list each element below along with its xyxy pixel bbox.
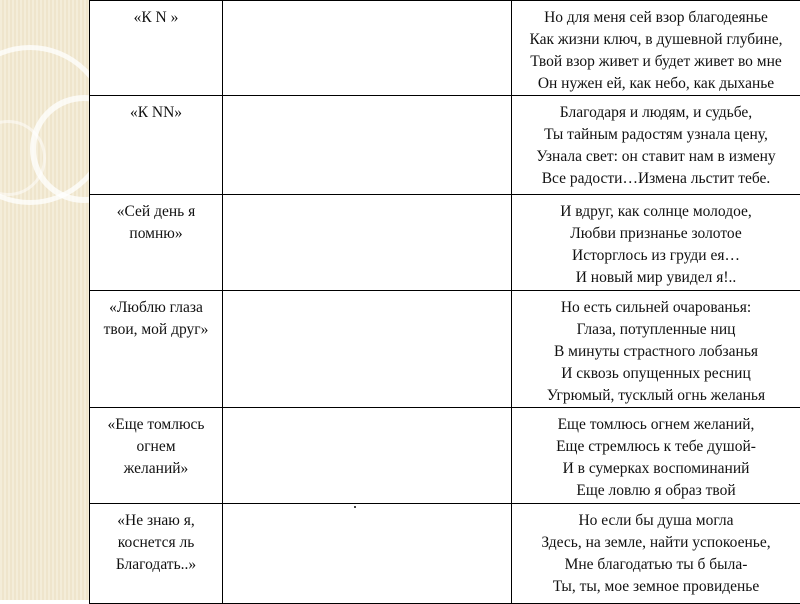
poem-line: Еще томлюсь огнем желаний, xyxy=(516,414,796,436)
poem-title-line: помню» xyxy=(94,223,218,245)
poem-title-cell xyxy=(90,195,223,291)
blank-cell xyxy=(223,195,512,291)
poem-title-line: «Не знаю я, xyxy=(94,510,218,532)
poem-line: Но есть сильней очарованья: xyxy=(516,297,796,319)
poem-line: Как жизни ключ, в душевной глубине, xyxy=(516,29,796,51)
poem-line: Любви признанье золотое xyxy=(516,223,796,245)
poem-text-cell xyxy=(512,408,800,504)
stray-mark xyxy=(354,506,356,508)
poem-line: Узнала свет: он ставит нам в измену xyxy=(516,146,796,168)
poem-text-cell xyxy=(512,195,800,291)
poem-line: Глаза, потупленные ниц xyxy=(516,319,796,341)
poem-title-line: желаний» xyxy=(94,458,218,480)
poem-text-cell xyxy=(512,96,800,195)
table-row xyxy=(90,1,800,96)
poem-line: Здесь, на земле, найти успокоенье, xyxy=(516,532,796,554)
poem-line: В минуты страстного лобзанья xyxy=(516,341,796,363)
table-row xyxy=(90,96,800,195)
poem-line: Но если бы душа могла xyxy=(516,510,796,532)
poem-line: И вдруг, как солнце молодое, xyxy=(516,201,796,223)
poem-line: И в сумерках воспоминаний xyxy=(516,458,796,480)
table-row xyxy=(90,291,800,408)
poem-title-line: Благодать..» xyxy=(94,554,218,576)
table-row xyxy=(90,195,800,291)
poem-text-cell xyxy=(512,291,800,408)
poem-line: Все радости…Измена льстит тебе. xyxy=(516,168,796,190)
poem-title-line: твои, мой друг» xyxy=(94,319,218,341)
poem-title-cell xyxy=(90,96,223,195)
poem-title-line: «Еще томлюсь xyxy=(94,414,218,436)
poem-line: Исторглось из груди ея… xyxy=(516,245,796,267)
poem-line: Угрюмый, тусклый огнь желанья xyxy=(516,385,796,407)
blank-cell xyxy=(223,1,512,96)
poem-title-cell xyxy=(90,1,223,96)
table-row xyxy=(90,408,800,504)
poem-line: Ты тайным радостям узнала цену, xyxy=(516,124,796,146)
poem-title-line: огнем xyxy=(94,436,218,458)
decorative-side-strip xyxy=(0,0,89,600)
poem-title-line: «Люблю глаза xyxy=(94,297,218,319)
poem-line: Он нужен ей, как небо, как дыханье xyxy=(516,73,796,95)
poem-line: Ты, ты, мое земное провиденье xyxy=(516,576,796,598)
poem-line: И новый мир увидел я!.. xyxy=(516,267,796,289)
table-row xyxy=(90,504,800,604)
blank-cell xyxy=(223,504,512,604)
poem-text-cell xyxy=(512,1,800,96)
poem-line: Мне благодатью ты б была- xyxy=(516,554,796,576)
blank-cell xyxy=(223,408,512,504)
poem-text-cell xyxy=(512,504,800,604)
blank-cell xyxy=(223,96,512,195)
blank-cell xyxy=(223,291,512,408)
poem-title-line: «Сей день я xyxy=(94,201,218,223)
poem-line: Благодаря и людям, и судьбе, xyxy=(516,102,796,124)
poems-table xyxy=(89,0,800,604)
poem-line: Твой взор живет и будет живет во мне xyxy=(516,51,796,73)
poem-title-line: «К NN» xyxy=(94,102,218,124)
poem-line: Еще стремлюсь к тебе душой- xyxy=(516,436,796,458)
poem-title-cell xyxy=(90,408,223,504)
poem-title-line: коснется ль xyxy=(94,532,218,554)
poem-title-cell xyxy=(90,291,223,408)
poem-title-cell xyxy=(90,504,223,604)
poem-line: И сквозь опущенных ресниц xyxy=(516,363,796,385)
poem-line: Еще ловлю я образ твой xyxy=(516,480,796,502)
poem-title-line: «К N » xyxy=(94,7,218,29)
poem-line: Но для меня сей взор благодеянье xyxy=(516,7,796,29)
